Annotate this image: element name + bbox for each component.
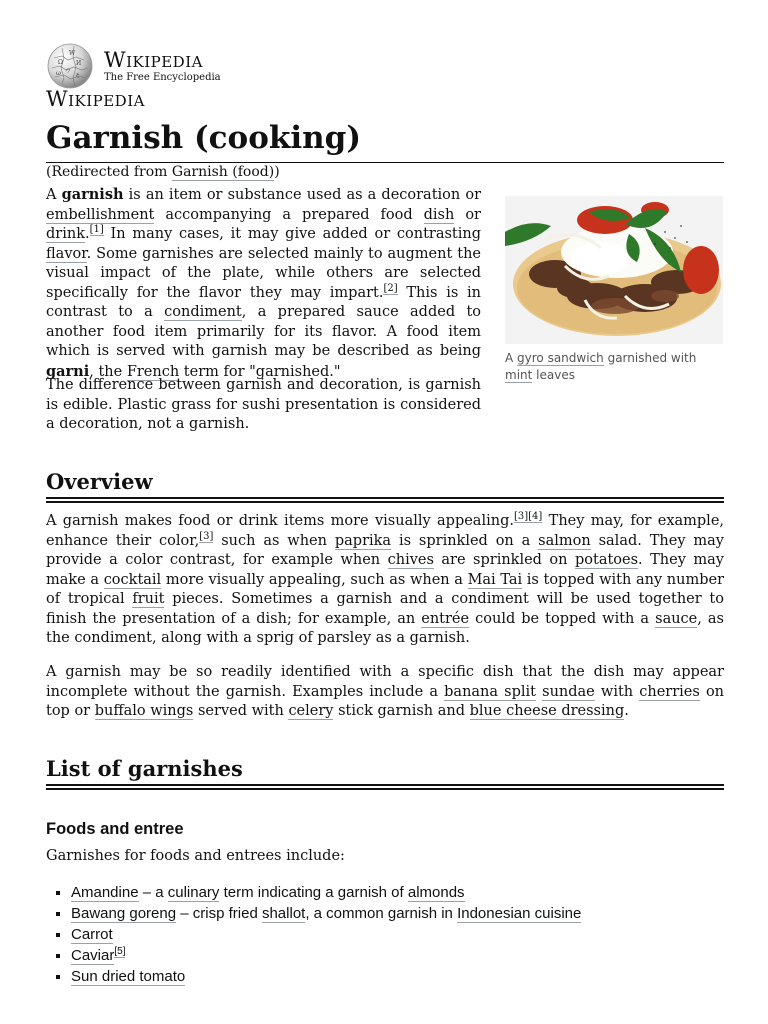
link-mint[interactable]: mint bbox=[505, 368, 533, 382]
text: on top or bbox=[46, 683, 725, 719]
text: with bbox=[594, 683, 640, 700]
text: . Some garnishes are selected mainly to augment the visual impact of the plate, while others are selected specifically for the flavor they may impart. bbox=[46, 245, 481, 301]
link-drink[interactable]: drink bbox=[46, 226, 85, 242]
text: are sprinkled on bbox=[433, 552, 575, 568]
list-item bbox=[71, 966, 581, 987]
gyro-image[interactable] bbox=[505, 196, 723, 344]
link-cocktail[interactable]: cocktail bbox=[103, 571, 162, 588]
tagline: The Free Encyclopedia bbox=[104, 72, 221, 83]
ref-5[interactable]: [5] bbox=[114, 946, 126, 957]
link-entree[interactable]: entrée bbox=[421, 610, 470, 627]
svg-text:Ω: Ω bbox=[58, 59, 63, 66]
text: more visually appealing, such as when a bbox=[161, 571, 468, 588]
subheading-foods-and-entree: Foods and entree bbox=[46, 820, 184, 838]
heading-overview: Overview bbox=[46, 469, 153, 494]
text: stick garnish and bbox=[333, 703, 470, 719]
text: In many cases, it may give added or contrasting bbox=[103, 226, 481, 242]
wordmark-secondary: Wikipedia bbox=[46, 87, 145, 111]
text: or bbox=[454, 206, 481, 223]
link-bawang-goreng[interactable]: Bawang goreng bbox=[71, 905, 177, 922]
text: They may, for example, enhance their color, bbox=[46, 513, 725, 549]
svg-text:W: W bbox=[69, 50, 76, 57]
text: . They may make a bbox=[46, 552, 724, 588]
text: , as the condiment, along with a sprig of parsley as a garnish. bbox=[46, 610, 724, 646]
text: is an item or substance used as a decoration or bbox=[123, 187, 481, 203]
text: such as when bbox=[213, 532, 335, 549]
ref-3-4[interactable]: [3][4] bbox=[513, 511, 543, 523]
link-culinary[interactable]: culinary bbox=[167, 884, 220, 901]
text: . bbox=[624, 703, 629, 719]
heading-rule bbox=[46, 497, 724, 503]
link-blue-cheese-dressing[interactable]: blue cheese dressing bbox=[469, 703, 625, 719]
text: , a common garnish in bbox=[305, 905, 458, 922]
link-french[interactable]: French bbox=[126, 363, 180, 380]
text: garnished with bbox=[603, 351, 697, 365]
heading-rule bbox=[46, 784, 724, 790]
text: A garnish makes food or drink items more visually appealing. bbox=[46, 513, 514, 529]
text: , a prepared sauce added to another food item primarily for its flavor. A food item which is served with garnish may be described as being bbox=[46, 304, 482, 359]
list-item bbox=[71, 945, 581, 966]
text: term indicating a garnish of bbox=[219, 884, 408, 901]
link-condiment[interactable]: condiment bbox=[164, 304, 242, 320]
link-cherries[interactable]: cherries bbox=[639, 683, 700, 700]
link-caviar[interactable]: Caviar bbox=[71, 947, 115, 964]
link-dish[interactable]: dish bbox=[423, 206, 455, 223]
text: This is in contrast to a bbox=[46, 284, 481, 320]
list-item bbox=[71, 903, 581, 924]
text: is topped with any number of tropical bbox=[46, 571, 724, 607]
title-divider bbox=[46, 162, 724, 163]
link-mai-tai[interactable]: Mai Tai bbox=[467, 571, 523, 588]
figure-caption bbox=[505, 350, 723, 384]
text: term for "garnished." bbox=[179, 363, 341, 380]
redirect-link[interactable]: Garnish (food) bbox=[171, 164, 275, 180]
link-buffalo-wings[interactable]: buffalo wings bbox=[94, 703, 194, 719]
redirect-note bbox=[46, 164, 280, 180]
link-potatoes[interactable]: potatoes bbox=[574, 552, 639, 568]
text: is sprinkled on a bbox=[391, 532, 539, 549]
garnish-list bbox=[55, 882, 581, 987]
link-sauce[interactable]: sauce bbox=[655, 610, 698, 627]
link-gyro-sandwich[interactable]: gyro sandwich bbox=[517, 351, 604, 365]
page-title: Garnish (cooking) bbox=[46, 120, 362, 156]
link-sun-dried-tomato[interactable]: Sun dried tomato bbox=[71, 968, 186, 985]
redirect-prefix: (Redirected from bbox=[46, 164, 172, 180]
ref-2[interactable]: [2] bbox=[383, 282, 398, 294]
term-garnish: garnish bbox=[61, 186, 124, 203]
text: pieces. Sometimes a garnish and a condiment will be used together to finish the presentation of a dish; for example, an bbox=[46, 591, 724, 627]
svg-text:ウ: ウ bbox=[65, 68, 72, 75]
link-chives[interactable]: chives bbox=[387, 552, 434, 568]
link-paprika[interactable]: paprika bbox=[334, 532, 392, 549]
text: – crisp fried bbox=[176, 905, 262, 922]
ref-1[interactable]: [1] bbox=[89, 224, 104, 236]
wordmark: Wikipedia bbox=[104, 48, 203, 72]
text: – a bbox=[138, 884, 168, 901]
link-sundae[interactable]: sundae bbox=[542, 683, 595, 700]
link-embellishment[interactable]: embellishment bbox=[46, 206, 155, 223]
link-almonds[interactable]: almonds bbox=[407, 884, 465, 901]
link-salmon[interactable]: salmon bbox=[538, 532, 591, 549]
link-flavor[interactable]: flavor bbox=[46, 245, 87, 262]
text: leaves bbox=[532, 368, 575, 382]
heading-list-of-garnishes: List of garnishes bbox=[46, 756, 243, 781]
text: A bbox=[46, 187, 62, 203]
text: served with bbox=[193, 703, 289, 719]
intro-paragraph bbox=[46, 185, 481, 382]
text: accompanying a prepared food bbox=[154, 206, 424, 223]
link-banana-split[interactable]: banana split bbox=[444, 683, 536, 700]
svg-text:ع: ع bbox=[76, 71, 80, 78]
figure-gyro bbox=[505, 196, 723, 384]
svg-text:И: И bbox=[76, 60, 82, 67]
overview-paragraph-2 bbox=[46, 663, 724, 722]
intro-paragraph-2: The difference between garnish and decoration, is garnish is edible. Plastic grass for sushi presentation is considered a decoration, not a garnish. bbox=[46, 377, 481, 432]
list-lead: Garnishes for foods and entrees include: bbox=[46, 848, 345, 864]
svg-text:ω: ω bbox=[56, 70, 61, 77]
list-item bbox=[71, 924, 581, 945]
text: A garnish may be so readily identified with a specific dish that the dish may appear incomplete without the garnish. Examples include a bbox=[46, 664, 724, 700]
link-celery[interactable]: celery bbox=[288, 703, 334, 719]
overview-paragraph-1 bbox=[46, 512, 724, 649]
link-fruit[interactable]: fruit bbox=[132, 591, 165, 607]
link-shallot[interactable]: shallot bbox=[261, 905, 306, 922]
list-item bbox=[71, 882, 581, 903]
text: could be topped with a bbox=[469, 610, 656, 627]
wikipedia-globe-logo[interactable] bbox=[46, 42, 94, 90]
link-indonesian-cuisine[interactable]: Indonesian cuisine bbox=[457, 905, 582, 922]
link-amandine[interactable]: Amandine bbox=[71, 884, 139, 901]
term-garni: garni bbox=[46, 362, 90, 380]
text: , the bbox=[89, 363, 127, 380]
text: A bbox=[505, 351, 518, 365]
redirect-suffix: ) bbox=[274, 164, 280, 180]
text: . bbox=[84, 226, 90, 242]
ref-3[interactable]: [3] bbox=[199, 530, 214, 542]
text: salad. They may provide a color contrast, for example when bbox=[46, 532, 724, 568]
link-carrot[interactable]: Carrot bbox=[71, 926, 113, 943]
